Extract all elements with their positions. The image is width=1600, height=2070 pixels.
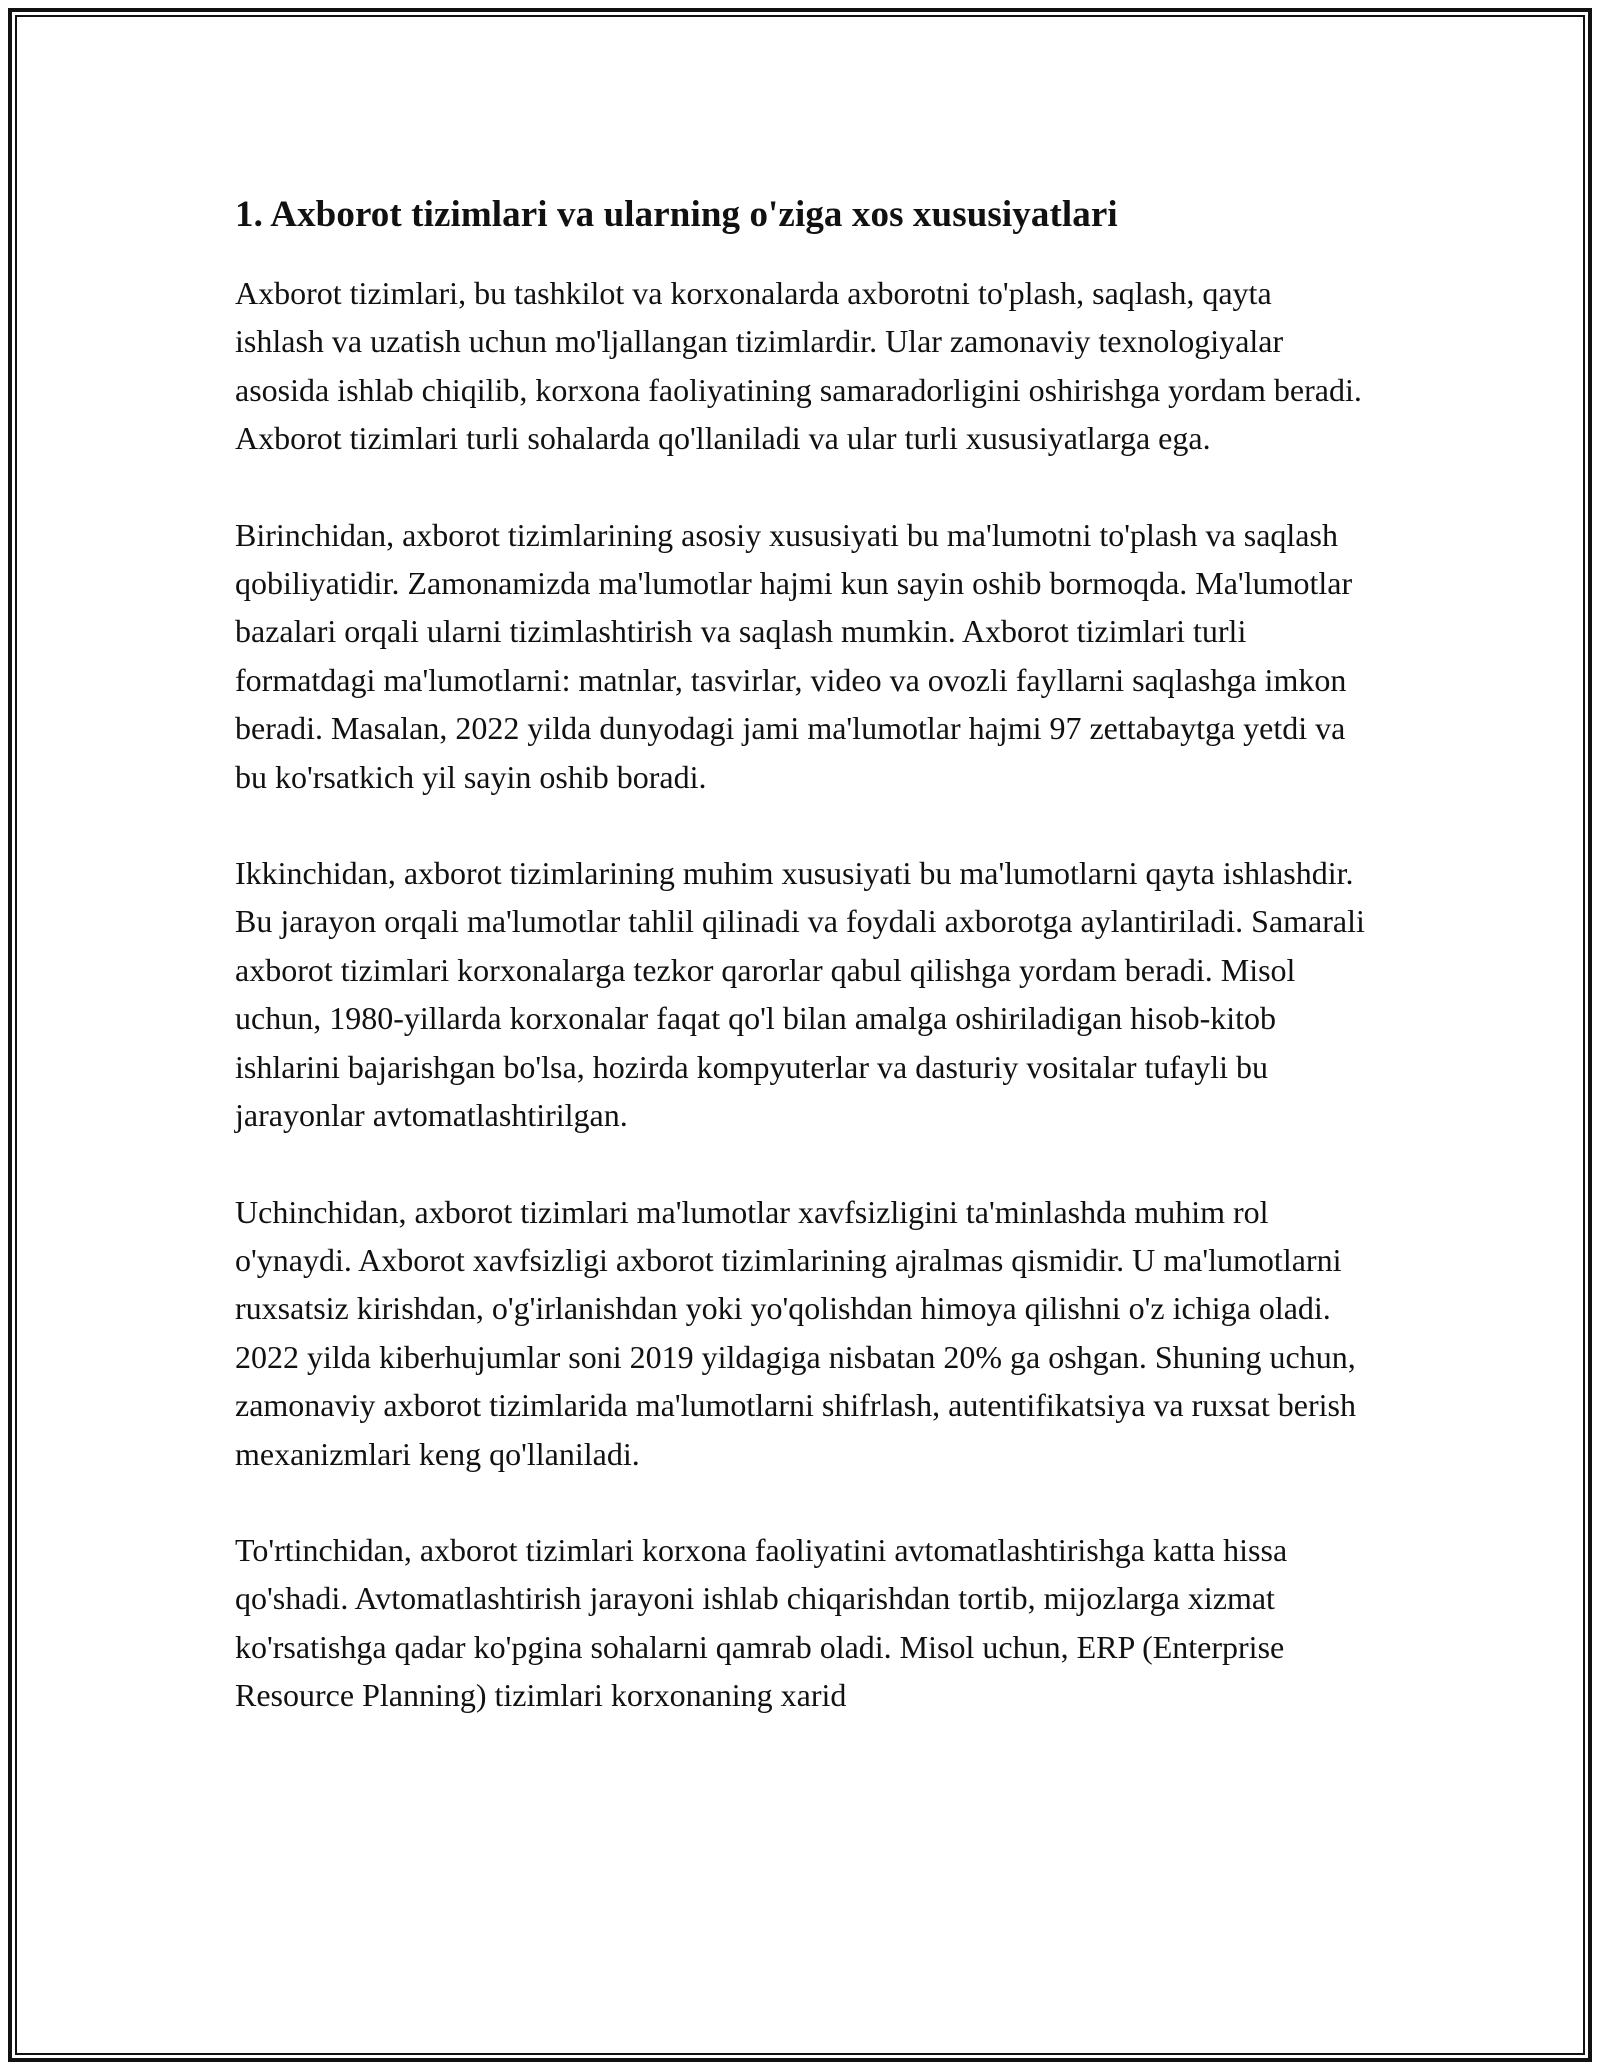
paragraph-introduction: Axborot tizimlari, bu tashkilot va korxonalarda axborotni to'plash, saqlash, qayta ishlash va uzatish uchun mo'ljallangan tizimlardir. Ular zamonaviy texnologiyalar asosida ishlab chiqilib, korxona faoliyatining samaradorligini oshirishga yordam beradi. Axborot tizimlari turli sohalarda qo'llaniladi va ular turli xususiyatlarga ega.: [235, 275, 1362, 457]
section-heading: 1. Axborot tizimlari va ularning o'ziga xos xususiyatlari: [235, 194, 1118, 235]
paragraph-automation: To'rtinchidan, axborot tizimlari korxona faoliyatini avtomatlashtirishga katta hissa qo'shadi. Avtomatlashtirish jarayoni ishlab chiqarishdan tortib, mijozlarga xizmat ko'rsatishga qadar ko'pgina sohalarni qamrab oladi. Misol uchun, ERP (Enterprise Resource Planning) tizimlari korxonaning xarid: [235, 1531, 1288, 1714]
paragraph-data-storage: Birinchidan, axborot tizimlarining asosiy xususiyati bu ma'lumotni to'plash va saqlash qobiliyatidir. Zamonamizda ma'lumotlar hajmi kun sayin oshib bormoqda. Ma'lumotlar bazalari orqali ularni tizimlashtirish va saqlash mumkin. Axborot tizimlari turli formatdagi ma'lumotlarni: matnlar, tasvirlar, video va ovozli fayllarni saqlashga imkon beradi. Masalan, 2022 yilda dunyodagi jami ma'lumotlar hajmi 97 zettabaytga yetdi va bu ko'rsatkich yil sayin oshib boradi.: [235, 516, 1353, 795]
paragraph-data-security: Uchinchidan, axborot tizimlari ma'lumotlar xavfsizligini ta'minlashda muhim rol o'ynaydi. Axborot xavfsizligi axborot tizimlarining ajralmas qismidir. U ma'lumotlarni ruxsatsiz kirishdan, o'g'irlanishdan yoki yo'qolishdan himoya qilishni o'z ichiga oladi. 2022 yilda kiberhujumlar soni 2019 yildagiga nisbatan 20% ga oshgan. Shuning uchun, zamonaviy axborot tizimlarida ma'lumotlarni shifrlash, autentifikatsiya va ruxsat berish mexanizmlari keng qo'llaniladi.: [235, 1193, 1356, 1472]
paragraph-data-processing: Ikkinchidan, axborot tizimlarining muhim xususiyati bu ma'lumotlarni qayta ishlashdir. Bu jarayon orqali ma'lumotlar tahlil qilinadi va foydali axborotga aylantiriladi. Samarali axborot tizimlari korxonalarga tezkor qarorlar qabul qilishga yordam beradi. Misol uchun, 1980-yillarda korxonalar faqat qo'l bilan amalga oshiriladigan hisob-kitob ishlarini bajarishgan bo'lsa, hozirda kompyuterlar va dasturiy vositalar tufayli bu jarayonlar avtomatlashtirilgan.: [235, 855, 1365, 1134]
document-body: [235, 185, 1365, 1768]
